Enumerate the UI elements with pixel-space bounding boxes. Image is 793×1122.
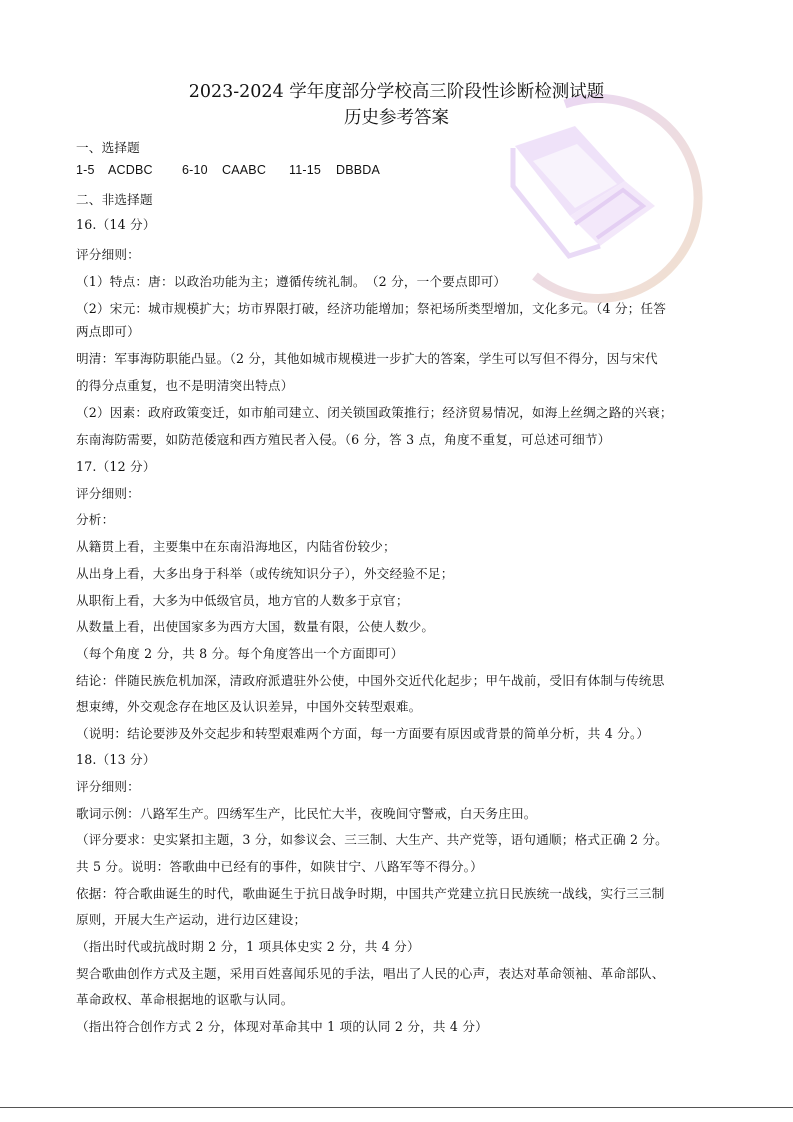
text-line: 契合歌曲创作方式及主题，采用百姓喜闻乐见的手法，唱出了人民的心声，表达对革命领袖、革命部队、 bbox=[76, 966, 665, 981]
choice-answer-group bbox=[182, 158, 289, 182]
text-line: 分析： bbox=[76, 512, 115, 527]
text-line: 革命政权、革命根据地的讴歌与认同。 bbox=[76, 992, 294, 1007]
text-line: （指出符合创作方式 2 分，体现对革命其中 1 项的认同 2 分，共 4 分） bbox=[76, 1019, 488, 1034]
text-line: 从出身上看，大多出身于科举（或传统知识分子），外交经验不足； bbox=[76, 566, 454, 581]
text-line: 两点即可） bbox=[76, 324, 140, 339]
text-line: 从数量上看，出使国家多为西方大国，数量有限，公使人数少。 bbox=[76, 619, 435, 634]
text-line: （指出时代或抗战时期 2 分，1 项具体史实 2 分，共 4 分） bbox=[76, 939, 420, 954]
answer-range: 1-5 bbox=[76, 163, 95, 177]
document-title: 2023-2024 学年度部分学校高三阶段性诊断检测试题 bbox=[188, 82, 605, 102]
text-line: 从籍贯上看，主要集中在东南沿海地区，内陆省份较少； bbox=[76, 539, 396, 554]
text-line: 评分细则： bbox=[76, 486, 140, 501]
text-line: （2）宋元：城市规模扩大；坊市界限打破，经济功能增加；祭祀场所类型增加，文化多元。（4 分；任答 bbox=[76, 301, 667, 316]
text-line: 评分细则： bbox=[76, 779, 140, 794]
text-line: 评分细则： bbox=[76, 247, 140, 262]
text-line: 依据：符合歌曲诞生的时代，歌曲诞生于抗日战争时期，中国共产党建立抗日民族统一战线，实行三三制 bbox=[76, 886, 665, 901]
text-line: 想束缚，外交观念存在地区及认识差异，中国外交转型艰难。 bbox=[76, 699, 422, 714]
text-line: 东南海防需要，如防范倭寇和西方殖民者入侵。（6 分，答 3 点，角度不重复，可总述可细节） bbox=[76, 432, 611, 447]
text-line: （评分要求：史实紧扣主题，3 分，如参议会、三三制、大生产、共产党等，语句通顺；格式正确 2 分。 bbox=[76, 832, 668, 847]
section-heading-choice: 一、选择题 bbox=[76, 140, 140, 155]
text-line: 结论：伴随民族危机加深，清政府派遣驻外公使，中国外交近代化起步；甲午战前，受旧有体制与传统思 bbox=[76, 673, 665, 688]
document-subtitle: 历史参考答案 bbox=[344, 108, 449, 128]
text-line: （2）因素：政府政策变迁，如市舶司建立、闭关锁国政策推行；经济贸易情况，如海上丝绸之路的兴衰； bbox=[76, 405, 673, 420]
section-heading-essay: 二、非选择题 bbox=[76, 192, 153, 207]
answer-letters: DBBDA bbox=[336, 163, 381, 177]
text-line: 从职衔上看，大多为中低级官员，地方官的人数多于京官； bbox=[76, 593, 409, 608]
question-heading: 16.（14 分） bbox=[76, 217, 156, 232]
text-line: （1）特点：唐：以政治功能为主；遵循传统礼制。 （2 分，一个要点即可） bbox=[76, 274, 507, 289]
text-line: 明清：军事海防职能凸显。（2 分，其他如城市规模进一步扩大的答案，学生可以写但不得分，因与宋代 bbox=[76, 351, 658, 366]
question-heading: 18.（13 分） bbox=[76, 752, 156, 767]
text-line: 歌词示例：八路军生产。四绣军生产，比民忙大半，夜晚间守警戒，白天务庄田。 bbox=[76, 806, 537, 821]
choice-answer-group bbox=[289, 158, 380, 182]
text-line: （每个角度 2 分，共 8 分。每个角度答出一个方面即可） bbox=[76, 646, 404, 661]
choice-answers-row bbox=[76, 158, 726, 182]
text-line: （说明：结论要涉及外交起步和转型艰难两个方面，每一方面要有原因或背景的简单分析，共 4 分。） bbox=[76, 726, 650, 741]
text-line: 原则，开展大生产运动，进行边区建设； bbox=[76, 912, 307, 927]
answer-range: 11-15 bbox=[289, 163, 322, 177]
answer-letters: ACDBC bbox=[108, 163, 153, 177]
answer-range: 6-10 bbox=[182, 163, 208, 177]
question-heading: 17.（12 分） bbox=[76, 459, 156, 474]
text-line: 共 5 分。说明：答歌曲中已经有的事件，如陕甘宁、八路军等不得分。） bbox=[76, 859, 483, 874]
choice-answer-group bbox=[76, 158, 182, 182]
answer-letters: CAABC bbox=[222, 163, 267, 177]
page-bottom-rule bbox=[0, 1107, 793, 1108]
text-line: 的得分点重复，也不是明清突出特点） bbox=[76, 378, 294, 393]
